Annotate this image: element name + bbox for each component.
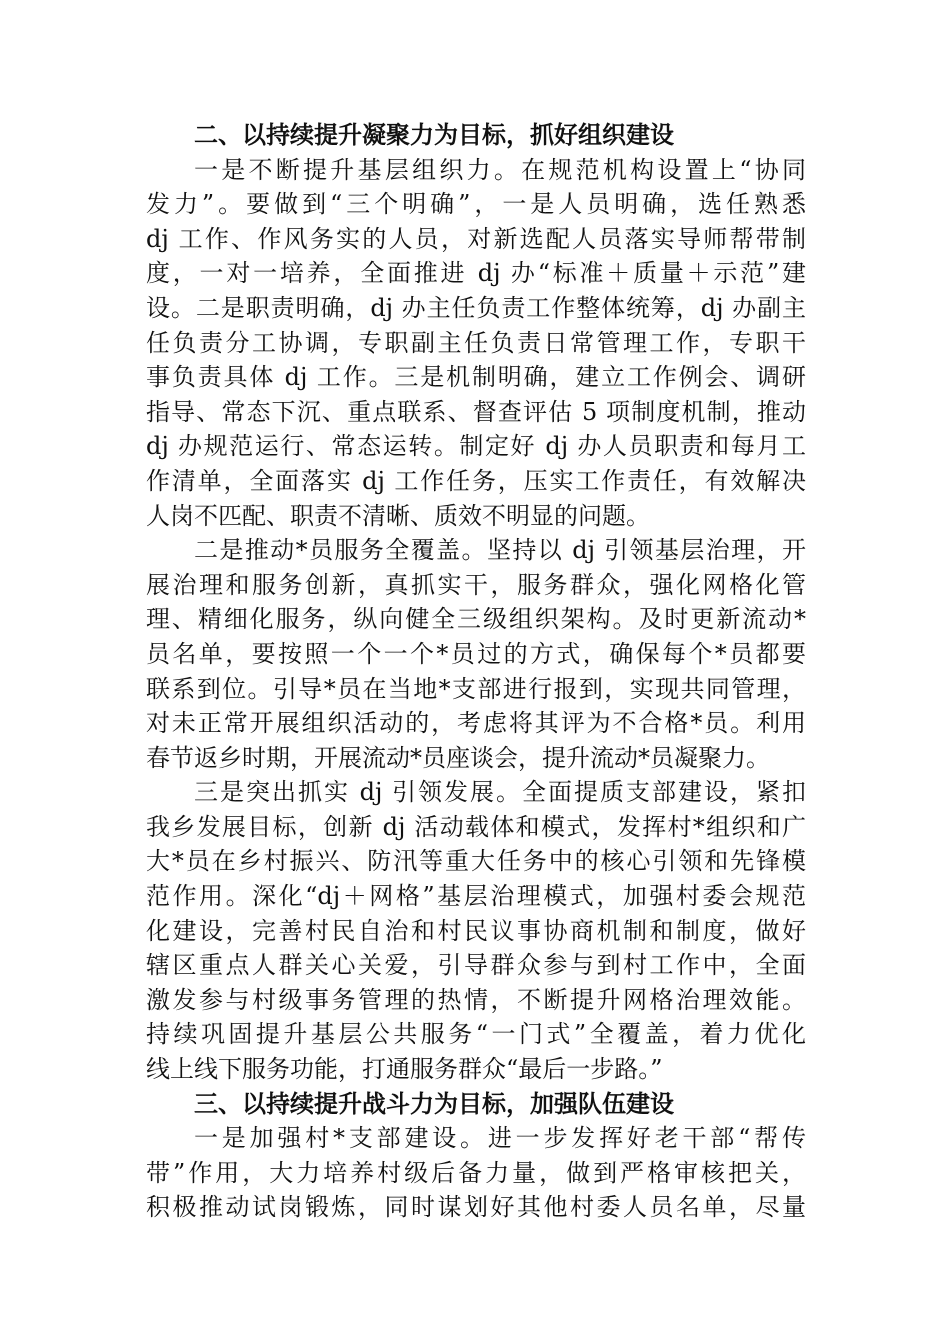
paragraph-line: 春节返乡时期，开展流动*员座谈会，提升流动*员凝聚力。 (146, 743, 770, 772)
paragraph-line: 联系到位。引导*员在当地*支部进行报到，实现共同管理， (146, 674, 806, 703)
paragraph-line: 持续巩固提升基层公共服务“一门式”全覆盖，着力优化 (146, 1020, 806, 1049)
paragraph-line: 三是突出抓实 dj 引领发展。全面提质支部建设，紧扣 (194, 778, 806, 807)
paragraph-line: 范作用。深化“dj＋网格”基层治理模式，加强村委会规范 (146, 882, 806, 911)
section-heading: 二、以持续提升凝聚力为目标，抓好组织建设 (194, 120, 674, 149)
paragraph-line: 设。二是职责明确，dj 办主任负责工作整体统筹，dj 办副主 (146, 293, 806, 322)
paragraph-line: 人岗不匹配、职责不清晰、质效不明显的问题。 (146, 501, 650, 530)
paragraph-line: dj 工作、作风务实的人员，对新选配人员落实导师帮带制 (146, 224, 806, 253)
paragraph-line: 展治理和服务创新，真抓实干，服务群众，强化网格化管 (146, 570, 806, 599)
paragraph-line: 辖区重点人群关心关爱，引导群众参与到村工作中，全面 (146, 951, 806, 980)
paragraph-line: 对未正常开展组织活动的，考虑将其评为不合格*员。利用 (146, 709, 806, 738)
paragraph-line: 一是不断提升基层组织力。在规范机构设置上“协同 (194, 155, 806, 184)
paragraph-line: 理、精细化服务，纵向健全三级组织架构。及时更新流动* (146, 605, 806, 634)
paragraph-line: 二是推动*员服务全覆盖。坚持以 dj 引领基层治理，开 (194, 536, 806, 565)
paragraph-line: 激发参与村级事务管理的热情，不断提升网格治理效能。 (146, 985, 806, 1014)
paragraph-line: 大*员在乡村振兴、防汛等重大任务中的核心引领和先锋模 (146, 847, 806, 876)
section-heading: 三、以持续提升战斗力为目标，加强队伍建设 (194, 1088, 674, 1118)
paragraph-line: 线上线下服务功能，打通服务群众“最后一步路。” (146, 1055, 663, 1084)
paragraph-line: 度，一对一培养，全面推进 dj 办“标准＋质量＋示范”建 (146, 259, 806, 288)
paragraph-line: dj 办规范运行、常态运转。制定好 dj 办人员职责和每月工 (146, 432, 806, 461)
paragraph-line: 事负责具体 dj 工作。三是机制明确，建立工作例会、调研 (146, 363, 806, 392)
paragraph-line: 积极推动试岗锻炼，同时谋划好其他村委人员名单，尽量 (146, 1193, 806, 1222)
paragraph-line: 带”作用，大力培养村级后备力量，做到严格审核把关， (146, 1158, 806, 1187)
paragraph-line: 任负责分工协调，专职副主任负责日常管理工作，专职干 (146, 328, 806, 357)
paragraph-line: 一是加强村*支部建设。进一步发挥好老干部“帮传 (194, 1124, 806, 1153)
paragraph-line: 化建设，完善村民自治和村民议事协商机制和制度，做好 (146, 916, 806, 945)
paragraph-line: 发力”。要做到“三个明确”，一是人员明确，选任熟悉 (146, 190, 806, 219)
document-page (146, 118, 806, 1225)
paragraph-line: 指导、常态下沉、重点联系、督查评估 5 项制度机制，推动 (146, 397, 806, 426)
paragraph-line: 我乡发展目标，创新 dj 活动载体和模式，发挥村*组织和广 (146, 812, 806, 841)
paragraph-line: 员名单，要按照一个一个*员过的方式，确保每个*员都要 (146, 639, 806, 668)
paragraph-line: 作清单，全面落实 dj 工作任务，压实工作责任，有效解决 (146, 466, 806, 495)
